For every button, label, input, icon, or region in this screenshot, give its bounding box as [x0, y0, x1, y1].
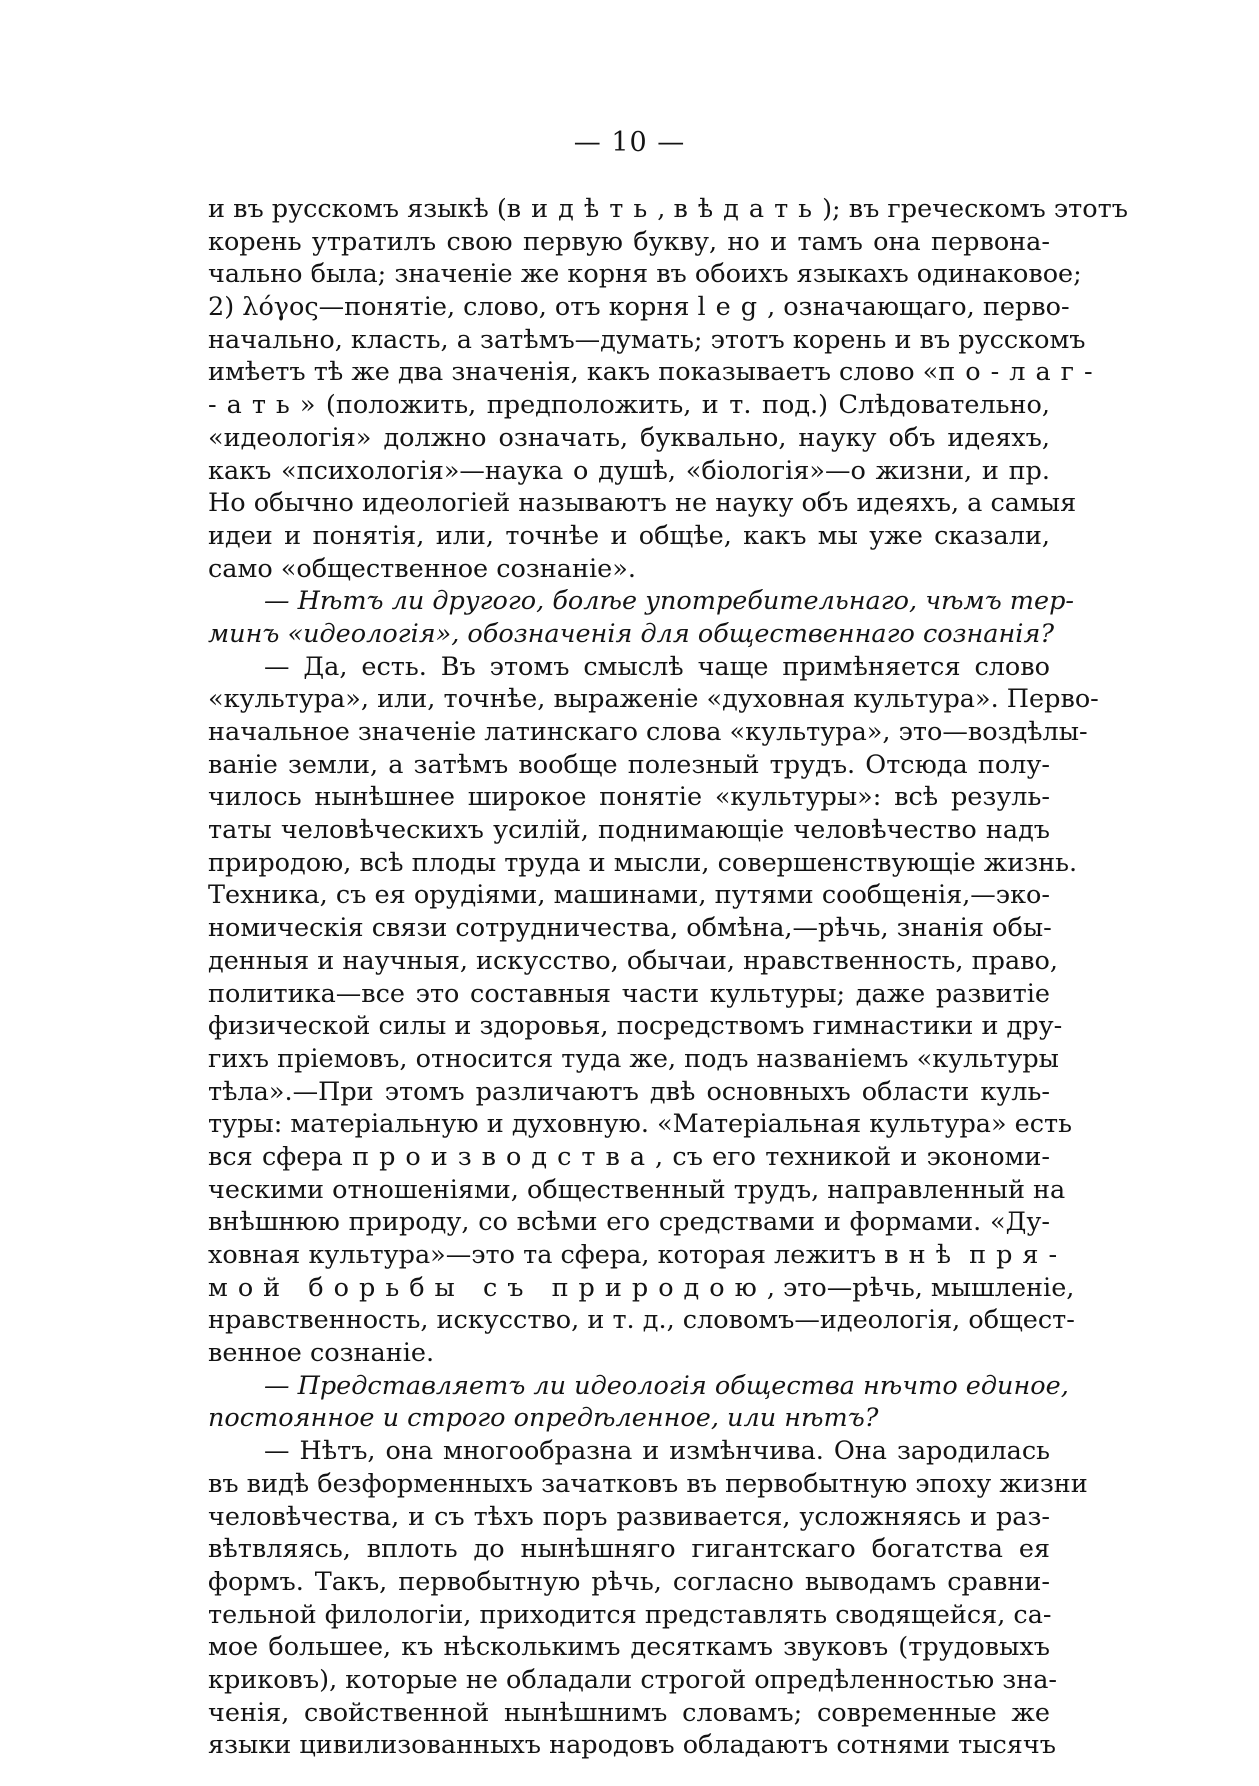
text-line: чально была; значеніе же корня въ обоихъ языкахъ одинаковое;	[208, 259, 1082, 290]
page-number: — 10 —	[573, 127, 686, 158]
text-line: чилось нынѣшнее широкое понятіе «культуры»: всѣ резуль-	[208, 782, 1050, 813]
text-line: ченія, свойственной нынѣшнимъ словамъ; современные же	[208, 1697, 1050, 1728]
text-line: корень утратилъ свою первую букву, но и тамъ она первона-	[208, 226, 1050, 257]
text-line: вѣтвляясь, вплоть до нынѣшняго гигантскаго богатства ея	[208, 1534, 1050, 1565]
question-line: — Нѣтъ ли другого, болѣе употребительнаго, чѣмъ тер-	[264, 586, 1075, 617]
text-line: 2) λόγος—понятіе, слово, отъ корня leg, означающаго, перво-	[208, 292, 1070, 323]
text-line: вся сфера производства, съ его техникой и экономи-	[208, 1141, 1050, 1172]
text-line: какъ «психологія»—наука о душѣ, «біологія»—о жизни, и пр.	[208, 455, 1050, 486]
text-line: идеи и понятія, или, точнѣе и общѣе, какъ мы уже сказали,	[208, 520, 1050, 551]
text-line: Техника, съ ея орудіями, машинами, путями сообщенія,—эко-	[208, 880, 1050, 911]
text-line: -ать» (положить, предположить, и т. под.) Слѣдовательно,	[208, 390, 1050, 421]
question-line: — Представляетъ ли идеологія общества нѣчто единое,	[264, 1370, 1069, 1401]
text-line: природою, всѣ плоды труда и мысли, совершенствующіе жизнь.	[208, 847, 1078, 878]
text-line: гихъ пріемовъ, относится туда же, подъ названіемъ «культуры	[208, 1043, 1059, 1074]
text-line: языки цивилизованныхъ народовъ обладаютъ сотнями тысячъ	[208, 1730, 1056, 1761]
text-line: человѣчества, и съ тѣхъ поръ развивается, усложняясь и раз-	[208, 1501, 1050, 1532]
text-line: номическія связи сотрудничества, обмѣна,—рѣчь, знанія обы-	[208, 913, 1052, 944]
text-line: само «общественное сознаніе».	[208, 553, 636, 584]
text-line: имѣетъ тѣ же два значенія, какъ показываетъ слово «по-лаг-	[208, 357, 1103, 388]
text-line: формъ. Такъ, первобытную рѣчь, согласно выводамъ сравни-	[208, 1566, 1050, 1597]
text-line: — Да, есть. Въ этомъ смыслѣ чаще примѣняется слово	[264, 651, 1050, 682]
text-line: нравственность, искусство, и т. д., словомъ—идеологія, общест-	[208, 1305, 1075, 1336]
question-line: постоянное и строго опредѣленное, или нѣтъ?	[208, 1403, 879, 1434]
text-line: — Нѣтъ, она многообразна и измѣнчива. Она зародилась	[264, 1436, 1050, 1467]
text-line: Но обычно идеологіей называютъ не науку объ идеяхъ, а самыя	[208, 488, 1077, 519]
text-line: политика—все это составныя части культуры; даже развитіе	[208, 978, 1050, 1009]
text-line: «культура», или, точнѣе, выраженіе «духовная культура». Перво-	[208, 684, 1099, 715]
text-line: мое большее, къ нѣсколькимъ десяткамъ звуковъ (трудовыхъ	[208, 1632, 1050, 1663]
text-line: криковъ), которые не обладали строгой опредѣленностью зна-	[208, 1664, 1058, 1695]
text-line: ваніе земли, а затѣмъ вообще полезный трудъ. Отсюда полу-	[208, 749, 1050, 780]
text-line: таты человѣческихъ усилій, поднимающіе человѣчество надъ	[208, 815, 1050, 846]
text-line: начально, класть, а затѣмъ—думать; этотъ корень и въ русскомъ	[208, 324, 1086, 355]
text-line: внѣшнюю природу, со всѣми его средствами и формами. «Ду-	[208, 1207, 1050, 1238]
text-line: начальное значеніе латинскаго слова «культура», это—воздѣлы-	[208, 717, 1088, 747]
text-line: въ видѣ безформенныхъ зачатковъ въ первобытную эпоху жизни	[208, 1468, 1088, 1499]
text-line: тельной филологіи, приходится представлять сводящейся, са-	[208, 1599, 1052, 1630]
question-line: минъ «идеологія», обозначенія для общественнаго сознанія?	[208, 618, 1054, 649]
text-line: венное сознаніе.	[208, 1338, 435, 1369]
text-line: туры: матеріальную и духовную. «Матеріальная культура» есть	[208, 1109, 1073, 1140]
body-text	[208, 193, 1128, 1762]
text-line: денныя и научныя, искусство, обычаи, нравственность, право,	[208, 945, 1058, 976]
text-line: ховная культура»—это та сфера, которая лежитъ внѣ пря-	[208, 1240, 1068, 1270]
text-line: тѣла».—При этомъ различаютъ двѣ основныхъ области куль-	[208, 1076, 1050, 1107]
text-line: мой борьбы съ природою, это—рѣчь, мышленіе,	[208, 1272, 1075, 1303]
text-line: физической силы и здоровья, посредствомъ гимнастики и дру-	[208, 1011, 1063, 1042]
text-line: и въ русскомъ языкѣ (видѣть, вѣдать); въ греческомъ этотъ	[208, 194, 1128, 224]
text-line: ческими отношеніями, общественный трудъ, направленный на	[208, 1174, 1066, 1205]
text-line: «идеологія» должно означать, буквально, науку объ идеяхъ,	[208, 422, 1050, 453]
